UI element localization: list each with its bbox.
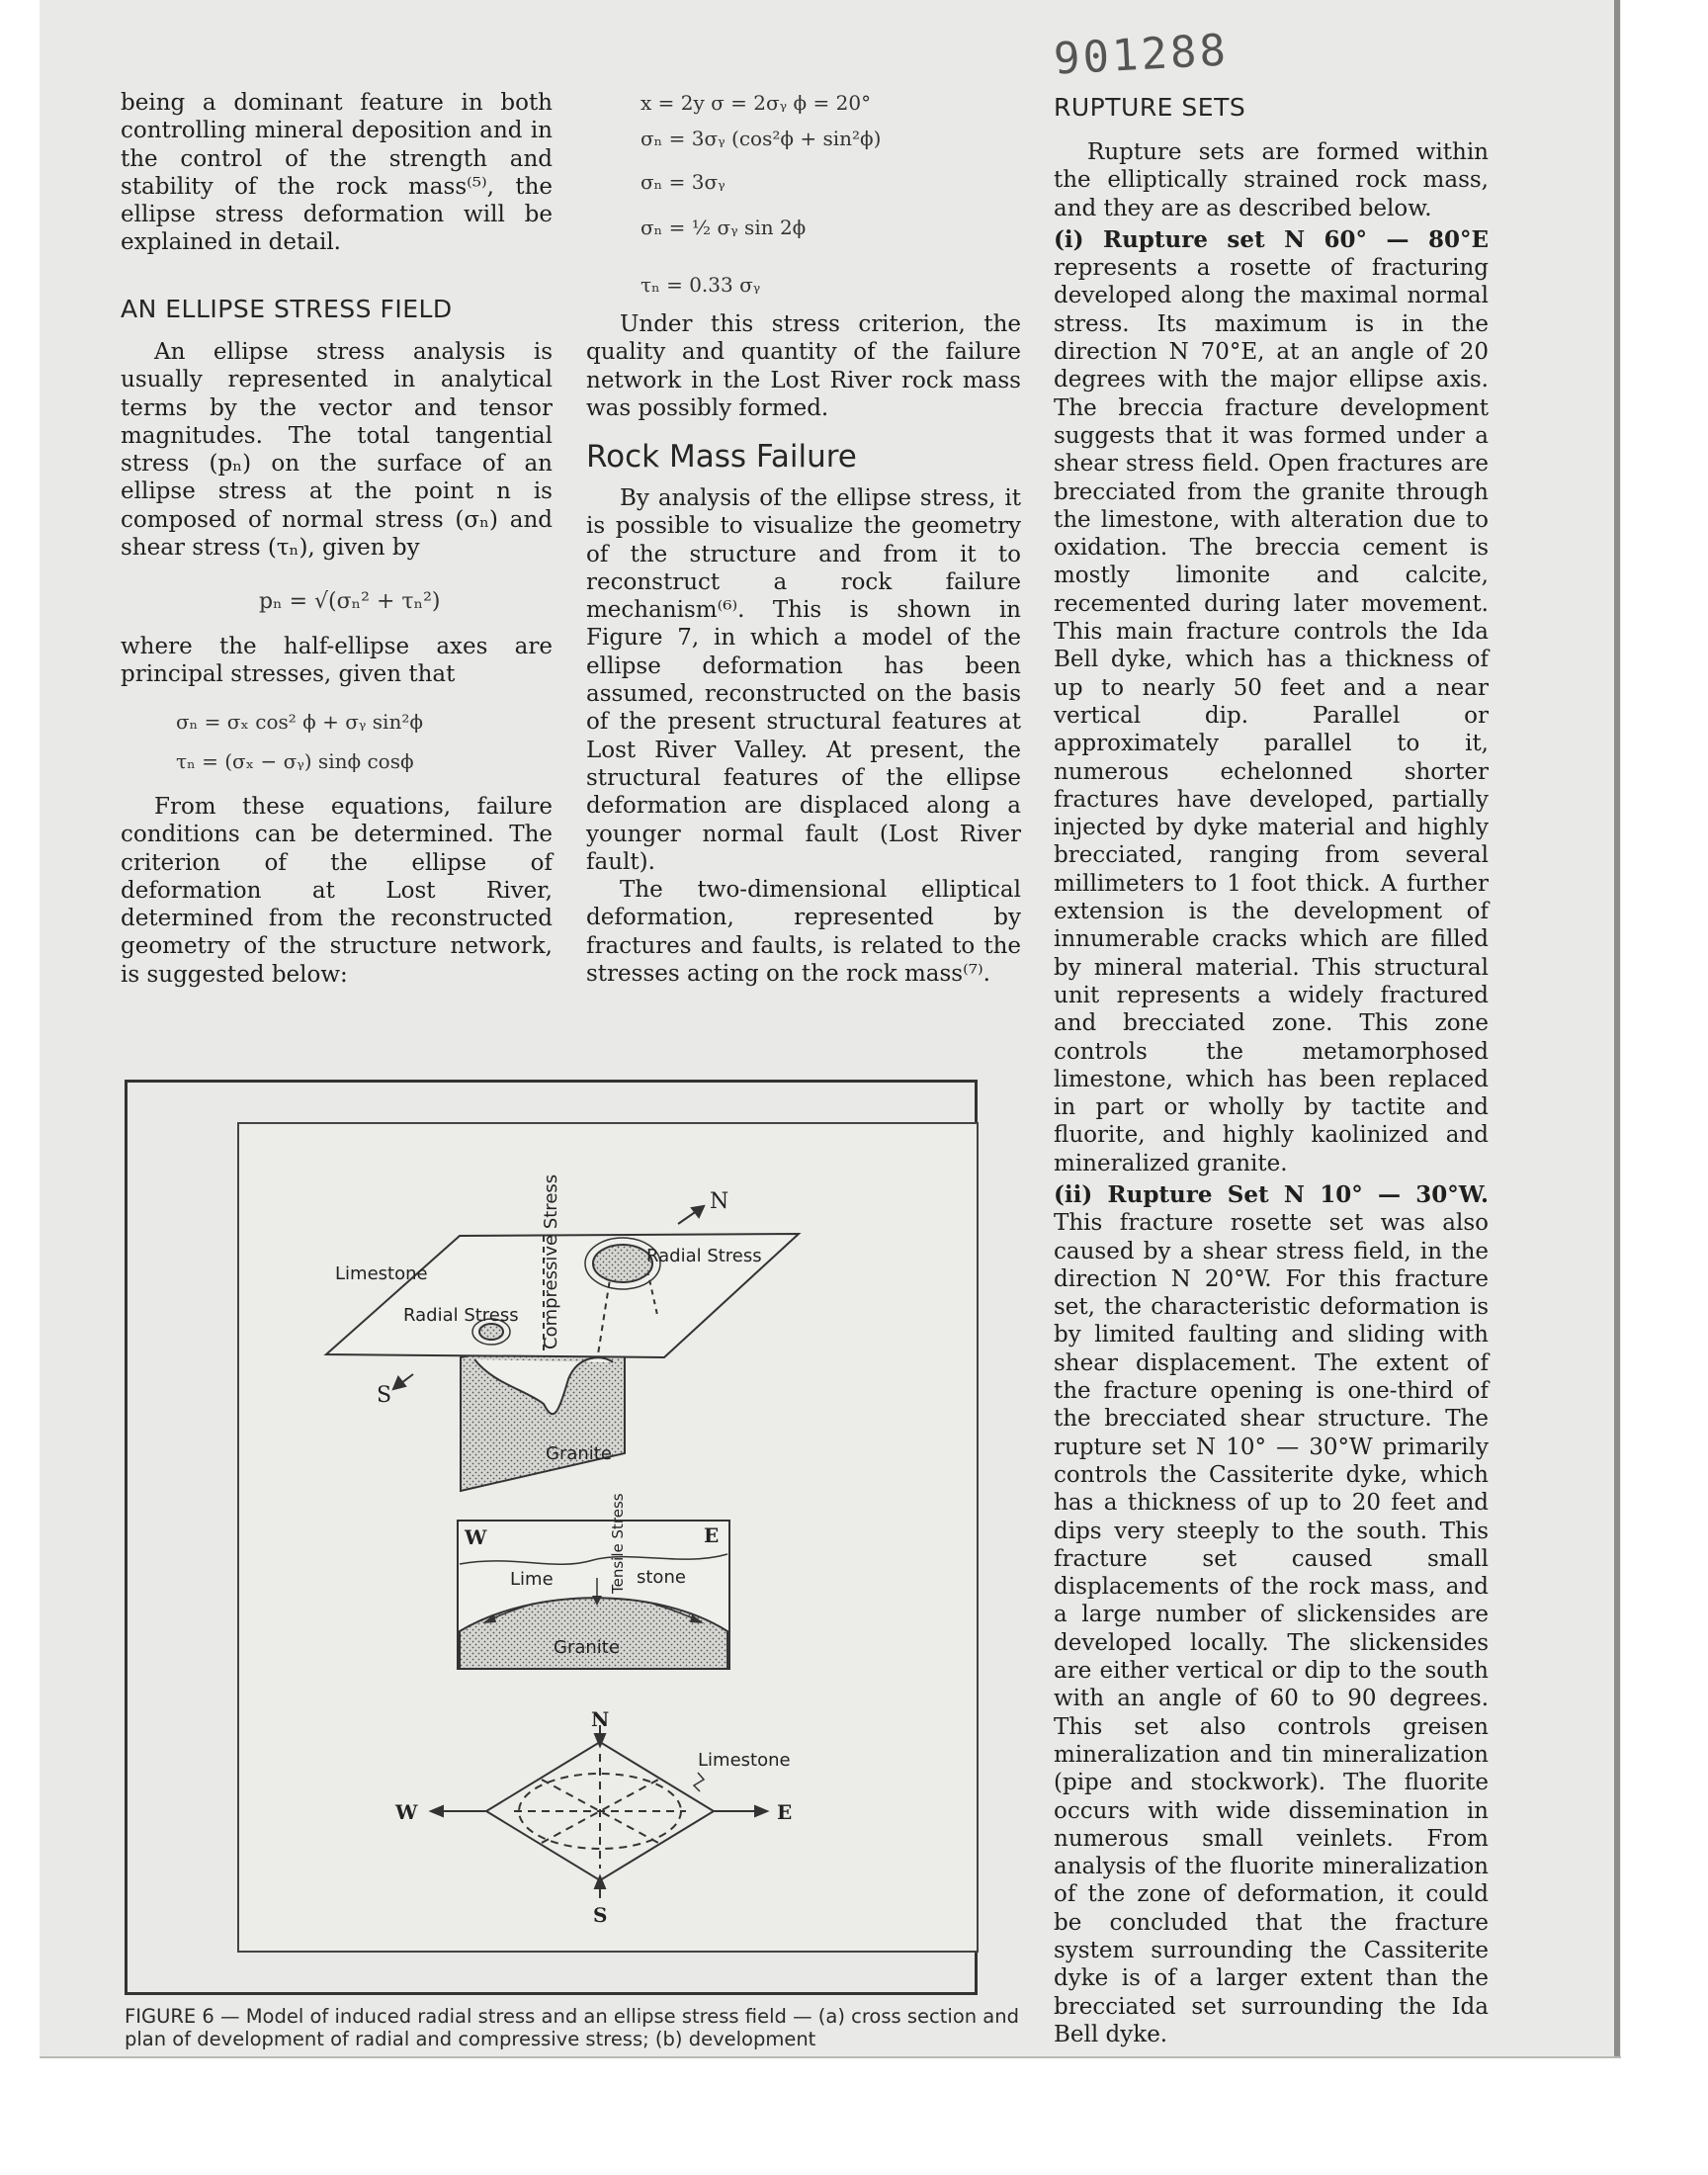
label-radial-stress-right: Radial Stress [646,1246,762,1266]
handwritten-document-number: 901288 [1052,25,1231,85]
col1-intro: being a dominant feature in both controlling mineral deposition and in the control of the strength and stability of the rock mass⁽⁵⁾, the ellipse stress deformation will be explained in detail. [121,90,553,256]
col1-paragraph-2: where the half-ellipse axes are principal stresses, given that [121,634,553,688]
equation-shear-stress: τₙ = (σₓ − σᵧ) sinϕ cosϕ [176,749,414,773]
figure-6-caption: FIGURE 6 — Model of induced radial stress and an ellipse stress field — (a) cross section and plan of development of radial and compressive stress; (b) development [125,2005,1019,2050]
label-radial-stress-left: Radial Stress [403,1305,519,1326]
col1-paragraph-1: An ellipse stress analysis is usually represented in analytical terms by the vector and tensor magnitudes. The total tangential stress (pₙ) on the surface of an ellipse stress at the point n is composed of normal stress (σₙ) and shear stress (τₙ), given by [121,339,553,562]
equation-normal-stress: σₙ = σₓ cos² ϕ + σᵧ sin²ϕ [176,710,423,734]
col1-paragraph-3: From these equations, failure conditions can be determined. The criterion of the ellipse of deformation at Lost River, determined from the reconstructed geometry of the structure network, is suggested below: [121,794,553,988]
label-plan-east: E [777,1800,793,1824]
label-compressive-stress: Compressive Stress [541,1174,561,1349]
label-granite: Granite [546,1443,612,1464]
heading-rupture-sets: RUPTURE SETS [1054,93,1246,122]
equation-criterion-d: σₙ = ½ σᵧ sin 2ϕ [640,216,807,239]
label-plan-north: N [591,1707,610,1731]
equation-criterion-b: σₙ = 3σᵧ (cos²ϕ + sin²ϕ) [640,127,882,150]
equation-criterion-e: τₙ = 0.33 σᵧ [640,273,761,297]
heading-ellipse-stress-field: AN ELLIPSE STRESS FIELD [121,295,453,323]
col2-paragraph-1: Under this stress criterion, the quality and quantity of the failure network in the Lost River rock mass was possibly formed. [586,311,1021,421]
label-lime: Lime [510,1569,554,1590]
col2-paragraph-3: The two-dimensional elliptical deformation, represented by fractures and faults, is related to the stresses acting on the rock mass⁽⁷⁾. [586,877,1021,988]
label-plan-west: W [395,1800,418,1824]
rupture-set-2-title: (ii) Rupture Set N 10° — 30°W. [1054,1180,1489,1208]
heading-rock-mass-failure: Rock Mass Failure [586,439,857,475]
label-plan-south: S [593,1903,608,1927]
equation-criterion-a: x = 2y σ = 2σᵧ ϕ = 20° [640,91,872,115]
equation-tangential-stress: pₙ = √(σₙ² + τₙ²) [259,589,441,614]
label-limestone: Limestone [335,1263,428,1284]
rupture-set-1-title: (i) Rupture set N 60° — 80°E [1054,225,1489,253]
equation-criterion-c: σₙ = 3σᵧ [640,170,726,194]
label-stone: stone [637,1567,686,1588]
label-plan-limestone: Limestone [698,1750,791,1771]
label-east-section: E [704,1523,720,1547]
label-tensile-stress: Tensile Stress [609,1493,627,1594]
label-north-block: N [710,1189,729,1214]
rupture-set-2-body: This fracture rosette set was also caused by a shear stress field, in the direction N 20°W. For this fracture set, the characteristic deformation is by limited faulting and sliding with shear displacement. The extent of the fracture opening is one-third of the brecciated shear structure. The rupture set N 10° — 30°W primarily controls the Cassiterite dyke, which has a thickness of up to 20 feet and dips very steeply to the south. This fracture set caused small displacements of the rock mass, and a large number of slickensides are developed locally. The slickensides are either vertical or dip to the south with an angle of 60 to 90 degrees. This set also controls greisen mineralization and tin mineralization (pipe and stockwork). The fluorite occurs with wide dissemination in numerous small veinlets. From analysis of the fluorite mineralization of the zone of deformation, it could be concluded that the fracture system surrounding the Cassiterite dyke is of a larger extent than the brecciated set surrounding the Ida Bell dyke. [1054,1210,1489,2047]
label-granite-section: Granite [554,1637,620,1658]
label-south-block: S [377,1383,392,1408]
col2-paragraph-2: By analysis of the ellipse stress, it is possible to visualize the geometry of the structure and from it to reconstruct a rock failure mechanism⁽⁶⁾. This is shown in Figure 7, in which a model of the ellipse deformation has been assumed, reconstructed on the basis of the present structural features at Lost River Valley. At present, the structural features of the ellipse deformation are displaced along a younger normal fault (Lost River fault). [586,485,1021,875]
rupture-set-1-body: represents a rosette of fracturing developed along the maximal normal stress. Its maximum is in the direction N 70°E, at an angle of 20 degrees with the major ellipse axis. The breccia fracture development suggests that it was formed under a shear stress field. Open fractures are brecciated from the granite through the limestone, with alteration due to oxidation. The breccia cement is mostly limonite and calcite, recemented during later movement. This main fracture controls the Ida Bell dyke, which has a thickness of up to nearly 50 feet and a near vertical dip. Parallel or approximately parallel to it, numerous echelonned shorter fractures have developed, partially injected by dyke material and highly brecciated, ranging from several millimeters to 1 foot thick. A further extension is the development of innumerable cracks which are filled by mineral material. This structural unit represents a widely fractured and brecciated zone. This zone controls the metamorphosed limestone, which has been replaced in part or wholly by tactite and fluorite, and highly kaolinized and mineralized granite. [1054,255,1489,1176]
col3-paragraph-1: Rupture sets are formed within the elliptically strained rock mass, and they are as described below. [1054,139,1489,221]
label-west-section: W [465,1525,487,1549]
